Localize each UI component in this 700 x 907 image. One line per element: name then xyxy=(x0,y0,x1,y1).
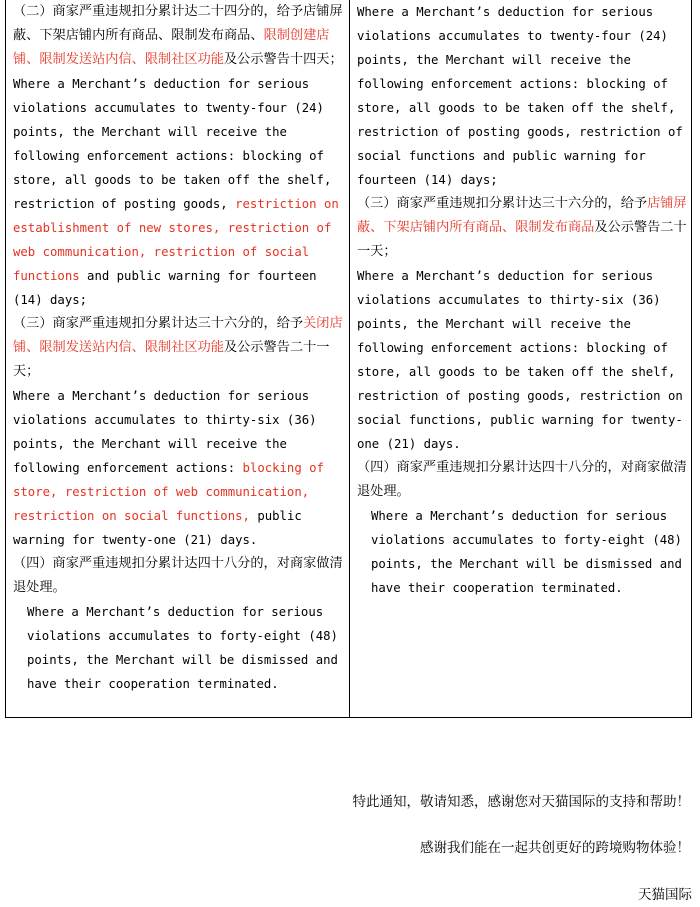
clause-2-en-tail: and public warning for fourteen (14) days; xyxy=(13,269,317,307)
clause-3-cn-right-tail: 及公示警告二十一天； xyxy=(357,220,687,259)
clause-2-cn xyxy=(13,0,345,72)
footer-signature: 天猫国际 xyxy=(638,887,692,903)
clause-2-en-text: Where a Merchant’s deduction for serious violations accumulates to twenty-four (24) points, the Merchant will receive the following enforcement actions: blocking of store, all goods to be taken off the shelf, restriction of posting goods, xyxy=(13,77,332,211)
rules-table xyxy=(5,0,692,718)
clause-3-en xyxy=(13,384,345,552)
clause-2-en xyxy=(13,72,345,312)
table-column-right xyxy=(350,0,691,717)
clause-3-en-right: Where a Merchant’s deduction for serious violations accumulates to thirty-six (36) points, the Merchant will receive the following enforcement actions: blocking of store, all goods to be taken off the shelf, restriction of posting goods, restriction on social functions, public warning for twenty-one (21) days. xyxy=(357,269,683,451)
clause-2-en-right: Where a Merchant’s deduction for serious violations accumulates to twenty-four (24) points, the Merchant will receive the following enforcement actions: blocking of store, all goods to be taken off the shelf, restriction of posting goods, restriction of social functions and public warning for fourteen (14) days; xyxy=(357,5,683,187)
clause-4-cn-right: （四）商家严重违规扣分累计达四十八分的，对商家做清退处理。 xyxy=(357,460,687,499)
clause-3-cn-right-highlight: 店铺屏蔽、下架店铺内所有商品、限制发布商品 xyxy=(357,196,687,235)
clause-3-cn-highlight: 关闭店铺、限制发送站内信、限制社区功能 xyxy=(13,316,343,355)
clause-3-cn xyxy=(13,312,345,384)
footer-notice: 特此通知，敬请知悉，感谢您对天猫国际的支持和帮助！ xyxy=(352,794,690,810)
table-column-left xyxy=(6,0,350,717)
clause-3-en-tail: public warning for twenty-one (21) days. xyxy=(13,509,302,547)
clause-3-cn-right xyxy=(357,192,687,264)
clause-3-en-text: Where a Merchant’s deduction for serious violations accumulates to thirty-six (36) points, the Merchant will receive the following enforcement actions: xyxy=(13,389,317,475)
clause-3-en-highlight: blocking of store, restriction of web communication, restriction on social functions, xyxy=(13,461,324,523)
clause-2-cn-highlight: 限制创建店铺、限制发送站内信、限制社区功能 xyxy=(13,28,330,67)
clause-2-cn-tail: 及公示警告十四天； xyxy=(224,52,343,67)
clause-3-cn-tail: 及公示警告二十一天； xyxy=(13,340,330,379)
clause-3-cn-text: （三）商家严重违规扣分累计达三十六分的，给予 xyxy=(13,316,304,331)
clause-3-cn-right-text: （三）商家严重违规扣分累计达三十六分的，给予 xyxy=(357,196,648,211)
clause-4-en-right: Where a Merchant’s deduction for serious violations accumulates to forty-eight (48) points, the Merchant will be dismissed and have their cooperation terminated. xyxy=(371,509,682,595)
clause-4-en: Where a Merchant’s deduction for serious violations accumulates to forty-eight (48) points, the Merchant will be dismissed and have their cooperation terminated. xyxy=(27,605,338,691)
clause-4-cn: （四）商家严重违规扣分累计达四十八分的，对商家做清退处理。 xyxy=(13,556,343,595)
footer-thanks: 感谢我们能在一起共创更好的跨境购物体验！ xyxy=(420,840,690,856)
clause-2-cn-text: （二）商家严重违规扣分累计达二十四分的，给予店铺屏蔽、下架店铺内所有商品、限制发布商品、 xyxy=(13,4,343,43)
clause-2-en-highlight: restriction on establishment of new stores, restriction of web communication, restriction of social functions xyxy=(13,197,339,283)
